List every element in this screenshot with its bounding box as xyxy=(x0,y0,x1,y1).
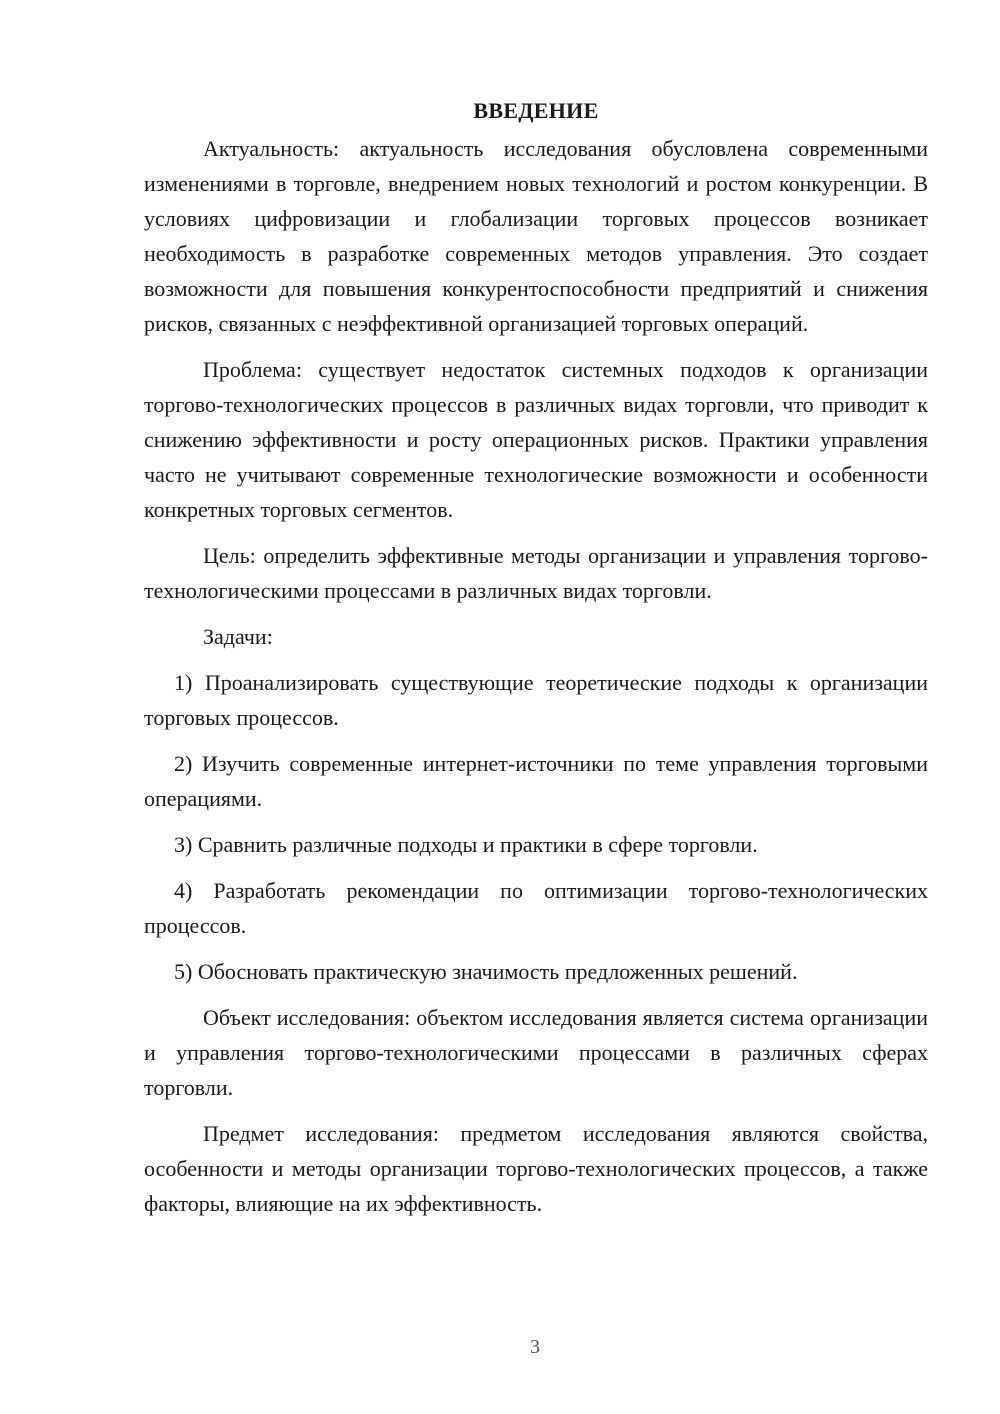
paragraph-object: Объект исследования: объектом исследования является система организации и управления торгово-технологическими процессами в различных сферах торговли. xyxy=(144,1005,928,1100)
paragraph-tasks-heading: Задачи: xyxy=(203,624,273,649)
document-page xyxy=(144,96,928,1232)
paragraph-goal: Цель: определить эффективные методы организации и управления торгово-технологическими процессами в различных видах торговли. xyxy=(144,543,928,603)
task-item-3: 3) Сравнить различные подходы и практики в сфере торговли. xyxy=(174,832,758,857)
section-title: ВВЕДЕНИЕ xyxy=(473,98,599,123)
task-item-5: 5) Обосновать практическую значимость предложенных решений. xyxy=(174,959,798,984)
task-item-1: 1) Проанализировать существующие теоретические подходы к организации торговых процессов. xyxy=(144,670,928,730)
task-item-2: 2) Изучить современные интернет-источники по теме управления торговыми операциями. xyxy=(144,751,928,811)
paragraph-problem: Проблема: существует недостаток системных подходов к организации торгово-технологических процессов в различных видах торговли, что приводит к снижению эффективности и росту операционных рисков. Практики управления часто не учитывают современные технологические возможности и особенности конкретных торговых сегментов. xyxy=(144,357,928,522)
page-number: 3 xyxy=(530,1336,540,1358)
paragraph-subject: Предмет исследования: предметом исследования являются свойства, особенности и методы организации торгово-технологических процессов, а также факторы, влияющие на их эффективность. xyxy=(144,1121,928,1216)
task-item-4: 4) Разработать рекомендации по оптимизации торгово-технологических процессов. xyxy=(144,878,928,938)
paragraph-relevance: Актуальность: актуальность исследования обусловлена современными изменениями в торговле, внедрением новых технологий и ростом конкуренции. В условиях цифровизации и глобализации торговых процессов возникает необходимость в разработке современных методов управления. Это создает возможности для повышения конкурентоспособности предприятий и снижения рисков, связанных с неэффективной организацией торговых операций. xyxy=(144,136,928,336)
